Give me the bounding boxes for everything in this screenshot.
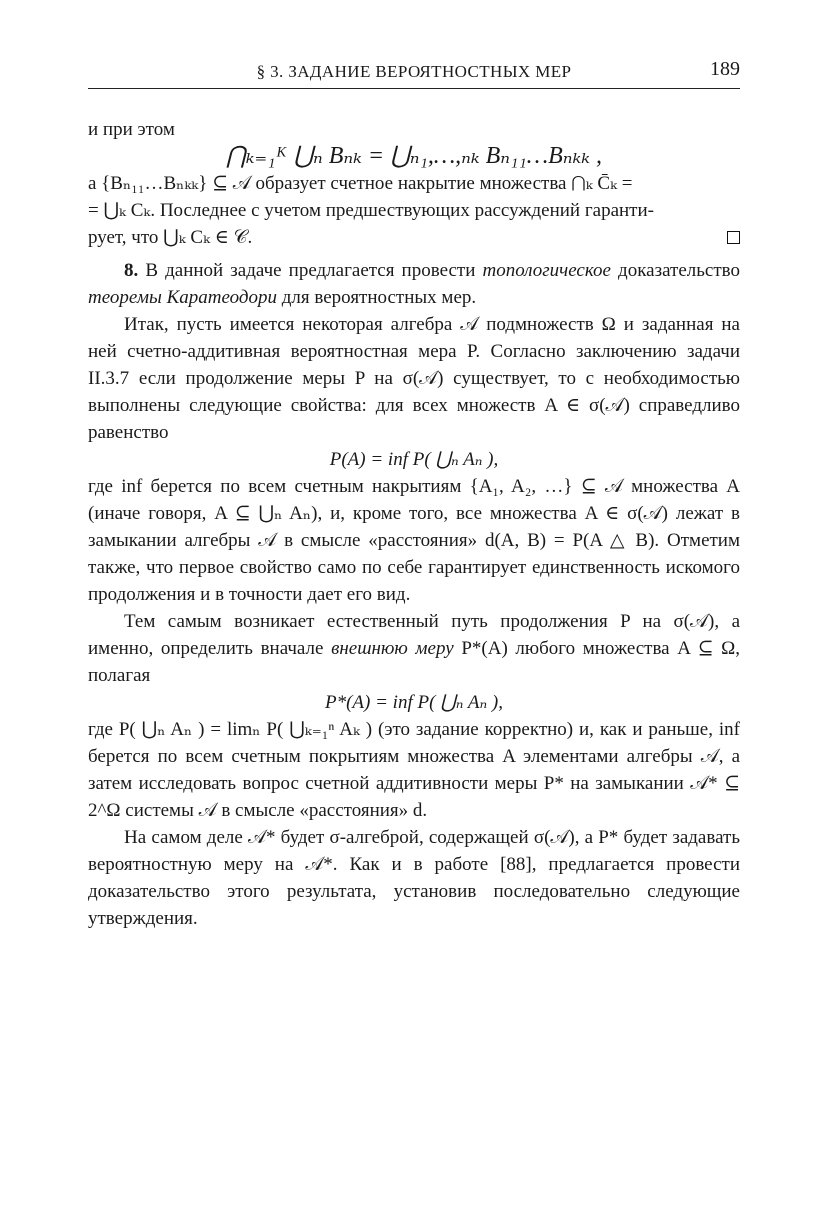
paragraph-11 bbox=[88, 608, 740, 689]
qed-square-icon bbox=[727, 231, 740, 244]
para-c-text: рует, что ⋃ₖ Cₖ ∈ 𝒞. bbox=[88, 227, 253, 248]
paragraph-8-number: 8. bbox=[124, 260, 139, 281]
paragraph-11-text-1: Тем самым возникает естественный путь продолжения P на σ(𝒜), а именно, определить вначале bbox=[88, 611, 740, 659]
para-intro: и при этом bbox=[88, 119, 175, 140]
paragraph-8-text-3: для вероятностных мер. bbox=[281, 287, 477, 308]
formula-3: P*(A) = inf P( ⋃ₙ Aₙ ), bbox=[324, 692, 503, 713]
paragraph-13: На самом деле 𝒜* будет σ-алгеброй, содержащей σ(𝒜), а P* будет задавать вероятностную меру на 𝒜*. Как и в работе [88], предлагается провести доказательство этого результата, установив последовательно следующие утверждения. bbox=[88, 827, 740, 929]
page-number: 189 bbox=[710, 58, 740, 80]
page-body bbox=[88, 116, 740, 932]
paragraph-8 bbox=[88, 257, 740, 311]
header-title: § 3. ЗАДАНИЕ ВЕРОЯТНОСТНЫХ МЕР bbox=[256, 62, 572, 81]
paragraph-10: где inf берется по всем счетным накрытиям {A₁, A₂, …} ⊆ 𝒜 множества A (иначе говоря, A ⊆ ⋃ₙ Aₙ), и, кроме того, все множества A ∈ σ(𝒜) лежат в замыкании алгебры 𝒜 в смысле «расстояния» d(A, B) = P(A △ B). Отметим также, что первое свойство само по себе гарантирует единственность искомого продолжения и в точности дает его вид. bbox=[88, 476, 740, 605]
running-header bbox=[88, 58, 740, 89]
paragraph-11-emphasis: внешнюю меру bbox=[331, 638, 454, 659]
para-c bbox=[88, 224, 740, 251]
paragraph-9: Итак, пусть имеется некоторая алгебра 𝒜 подмножеств Ω и заданная на ней счетно-аддитивная вероятностная мера P. Согласно заключению задачи II.3.7 если продолжение меры P на σ(𝒜) существует, то с необходимостью выполнены следующие свойства: для всех множеств A ∈ σ(𝒜) справедливо равенство bbox=[88, 314, 740, 443]
paragraph-11-text-2: P*(A) любого множества A ⊆ Ω, полагая bbox=[88, 638, 741, 686]
paragraph-8-text-1: В данной задаче предлагается провести bbox=[145, 260, 476, 281]
para-b: = ⋃ₖ Cₖ. Последнее с учетом предшествующих рассуждений гаранти- bbox=[88, 200, 654, 221]
paragraph-8-text-2: доказательство bbox=[618, 260, 740, 281]
paragraph-12: где P( ⋃ₙ Aₙ ) = limₙ P( ⋃ₖ₌₁ⁿ Aₖ ) (это задание корректно) и, как и раньше, inf берется по всем счетным покрытиям множества A элементами алгебры 𝒜, а затем исследовать вопрос счетной аддитивности меры P* на замыкании 𝒜* ⊆ 2^Ω системы 𝒜 в смысле «расстояния» d. bbox=[88, 719, 740, 821]
para-a: а {Bₙ₁₁…Bₙₖₖ} ⊆ 𝒜 образует счетное накрытие множества ⋂ₖ C̄ₖ = bbox=[88, 173, 633, 194]
formula-2: P(A) = inf P( ⋃ₙ Aₙ ), bbox=[329, 449, 499, 470]
formula-1: ⋂ₖ₌₁ᴷ ⋃ₙ Bₙₖ = ⋃ₙ₁,…,ₙₖ Bₙ₁₁…Bₙₖₖ , bbox=[226, 143, 602, 169]
paragraph-8-emphasis-1: топологическое bbox=[482, 260, 611, 281]
paragraph-8-emphasis-2: теоремы Каратеодори bbox=[88, 287, 277, 308]
